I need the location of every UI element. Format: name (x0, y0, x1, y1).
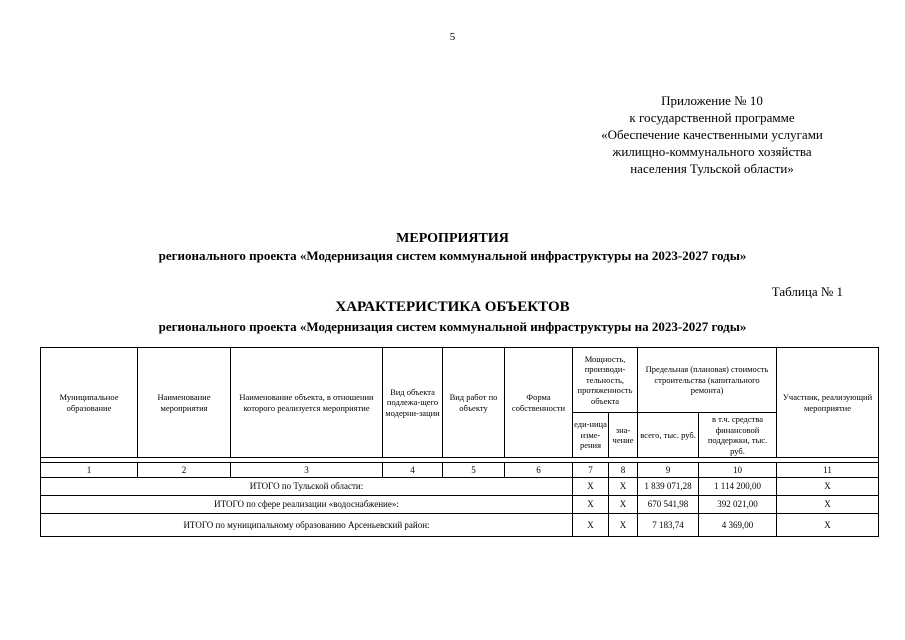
page-number: 5 (449, 31, 456, 43)
summary-support: 392 021,00 (699, 496, 777, 514)
appendix-note (560, 92, 864, 177)
appendix-line: к государственной программе (629, 110, 795, 125)
column-number: 3 (231, 463, 383, 478)
table-label: Таблица № 1 (771, 284, 843, 299)
column-number: 9 (638, 463, 699, 478)
summary-participant: Х (777, 496, 879, 514)
header-capacity-unit: еди-ница изме-рения (573, 413, 609, 458)
header-capacity: Мощность, производи-тельность, протяженность объекта (573, 348, 638, 413)
summary-unit: Х (573, 496, 609, 514)
header-municipality: Муниципальное образование (41, 348, 138, 458)
column-number: 8 (609, 463, 638, 478)
summary-total: 670 541,98 (638, 496, 699, 514)
header-cost-support: в т.ч. средства финансовой поддержки, тыс. руб. (699, 413, 777, 458)
document-title: МЕРОПРИЯТИЯ (396, 231, 509, 246)
header-object-name: Наименование объекта, в отношении которого реализуется мероприятие (231, 348, 383, 458)
summary-total: 7 183,74 (638, 514, 699, 537)
table-title: ХАРАКТЕРИСТИКА ОБЪЕКТОВ (335, 299, 570, 315)
header-work-type: Вид работ по объекту (443, 348, 505, 458)
column-number: 4 (383, 463, 443, 478)
table-row (41, 514, 879, 537)
header-capacity-value: зна-чение (609, 413, 638, 458)
header-object-type: Вид объекта подлежа-щего модерни-зации (383, 348, 443, 458)
table-row (41, 478, 879, 496)
column-number: 1 (41, 463, 138, 478)
table-row (41, 496, 879, 514)
summary-label: ИТОГО по Тульской области: (41, 478, 573, 496)
summary-total: 1 839 071,28 (638, 478, 699, 496)
summary-participant: Х (777, 478, 879, 496)
appendix-line: Приложение № 10 (661, 93, 763, 108)
header-ownership: Форма собственности (505, 348, 573, 458)
summary-value: Х (609, 496, 638, 514)
document-subtitle: регионального проекта «Модернизация систем коммунальной инфраструктуры на 2023-2027 годы» (158, 248, 747, 263)
header-cost: Предельная (плановая) стоимость строительства (капитального ремонта) (638, 348, 777, 413)
summary-unit: Х (573, 514, 609, 537)
header-activity-name: Наименование мероприятия (138, 348, 231, 458)
objects-table (40, 347, 879, 537)
appendix-line: «Обеспечение качественными услугами (601, 127, 823, 142)
column-number: 5 (443, 463, 505, 478)
column-number: 7 (573, 463, 609, 478)
summary-support: 1 114 200,00 (699, 478, 777, 496)
appendix-line: населения Тульской области» (630, 161, 794, 176)
column-number: 10 (699, 463, 777, 478)
summary-label: ИТОГО по сфере реализации «водоснабжение»: (41, 496, 573, 514)
summary-participant: Х (777, 514, 879, 537)
appendix-line: жилищно-коммунального хозяйства (612, 144, 812, 159)
header-participant: Участник, реализующий мероприятие (777, 348, 879, 458)
column-number: 11 (777, 463, 879, 478)
summary-value: Х (609, 514, 638, 537)
summary-value: Х (609, 478, 638, 496)
summary-unit: Х (573, 478, 609, 496)
summary-label: ИТОГО по муниципальному образованию Арсеньевский район: (41, 514, 573, 537)
table-subtitle: регионального проекта «Модернизация систем коммунальной инфраструктуры на 2023-2027 годы» (158, 319, 747, 334)
column-number: 6 (505, 463, 573, 478)
summary-support: 4 369,00 (699, 514, 777, 537)
header-cost-total: всего, тыс. руб. (638, 413, 699, 458)
column-number: 2 (138, 463, 231, 478)
